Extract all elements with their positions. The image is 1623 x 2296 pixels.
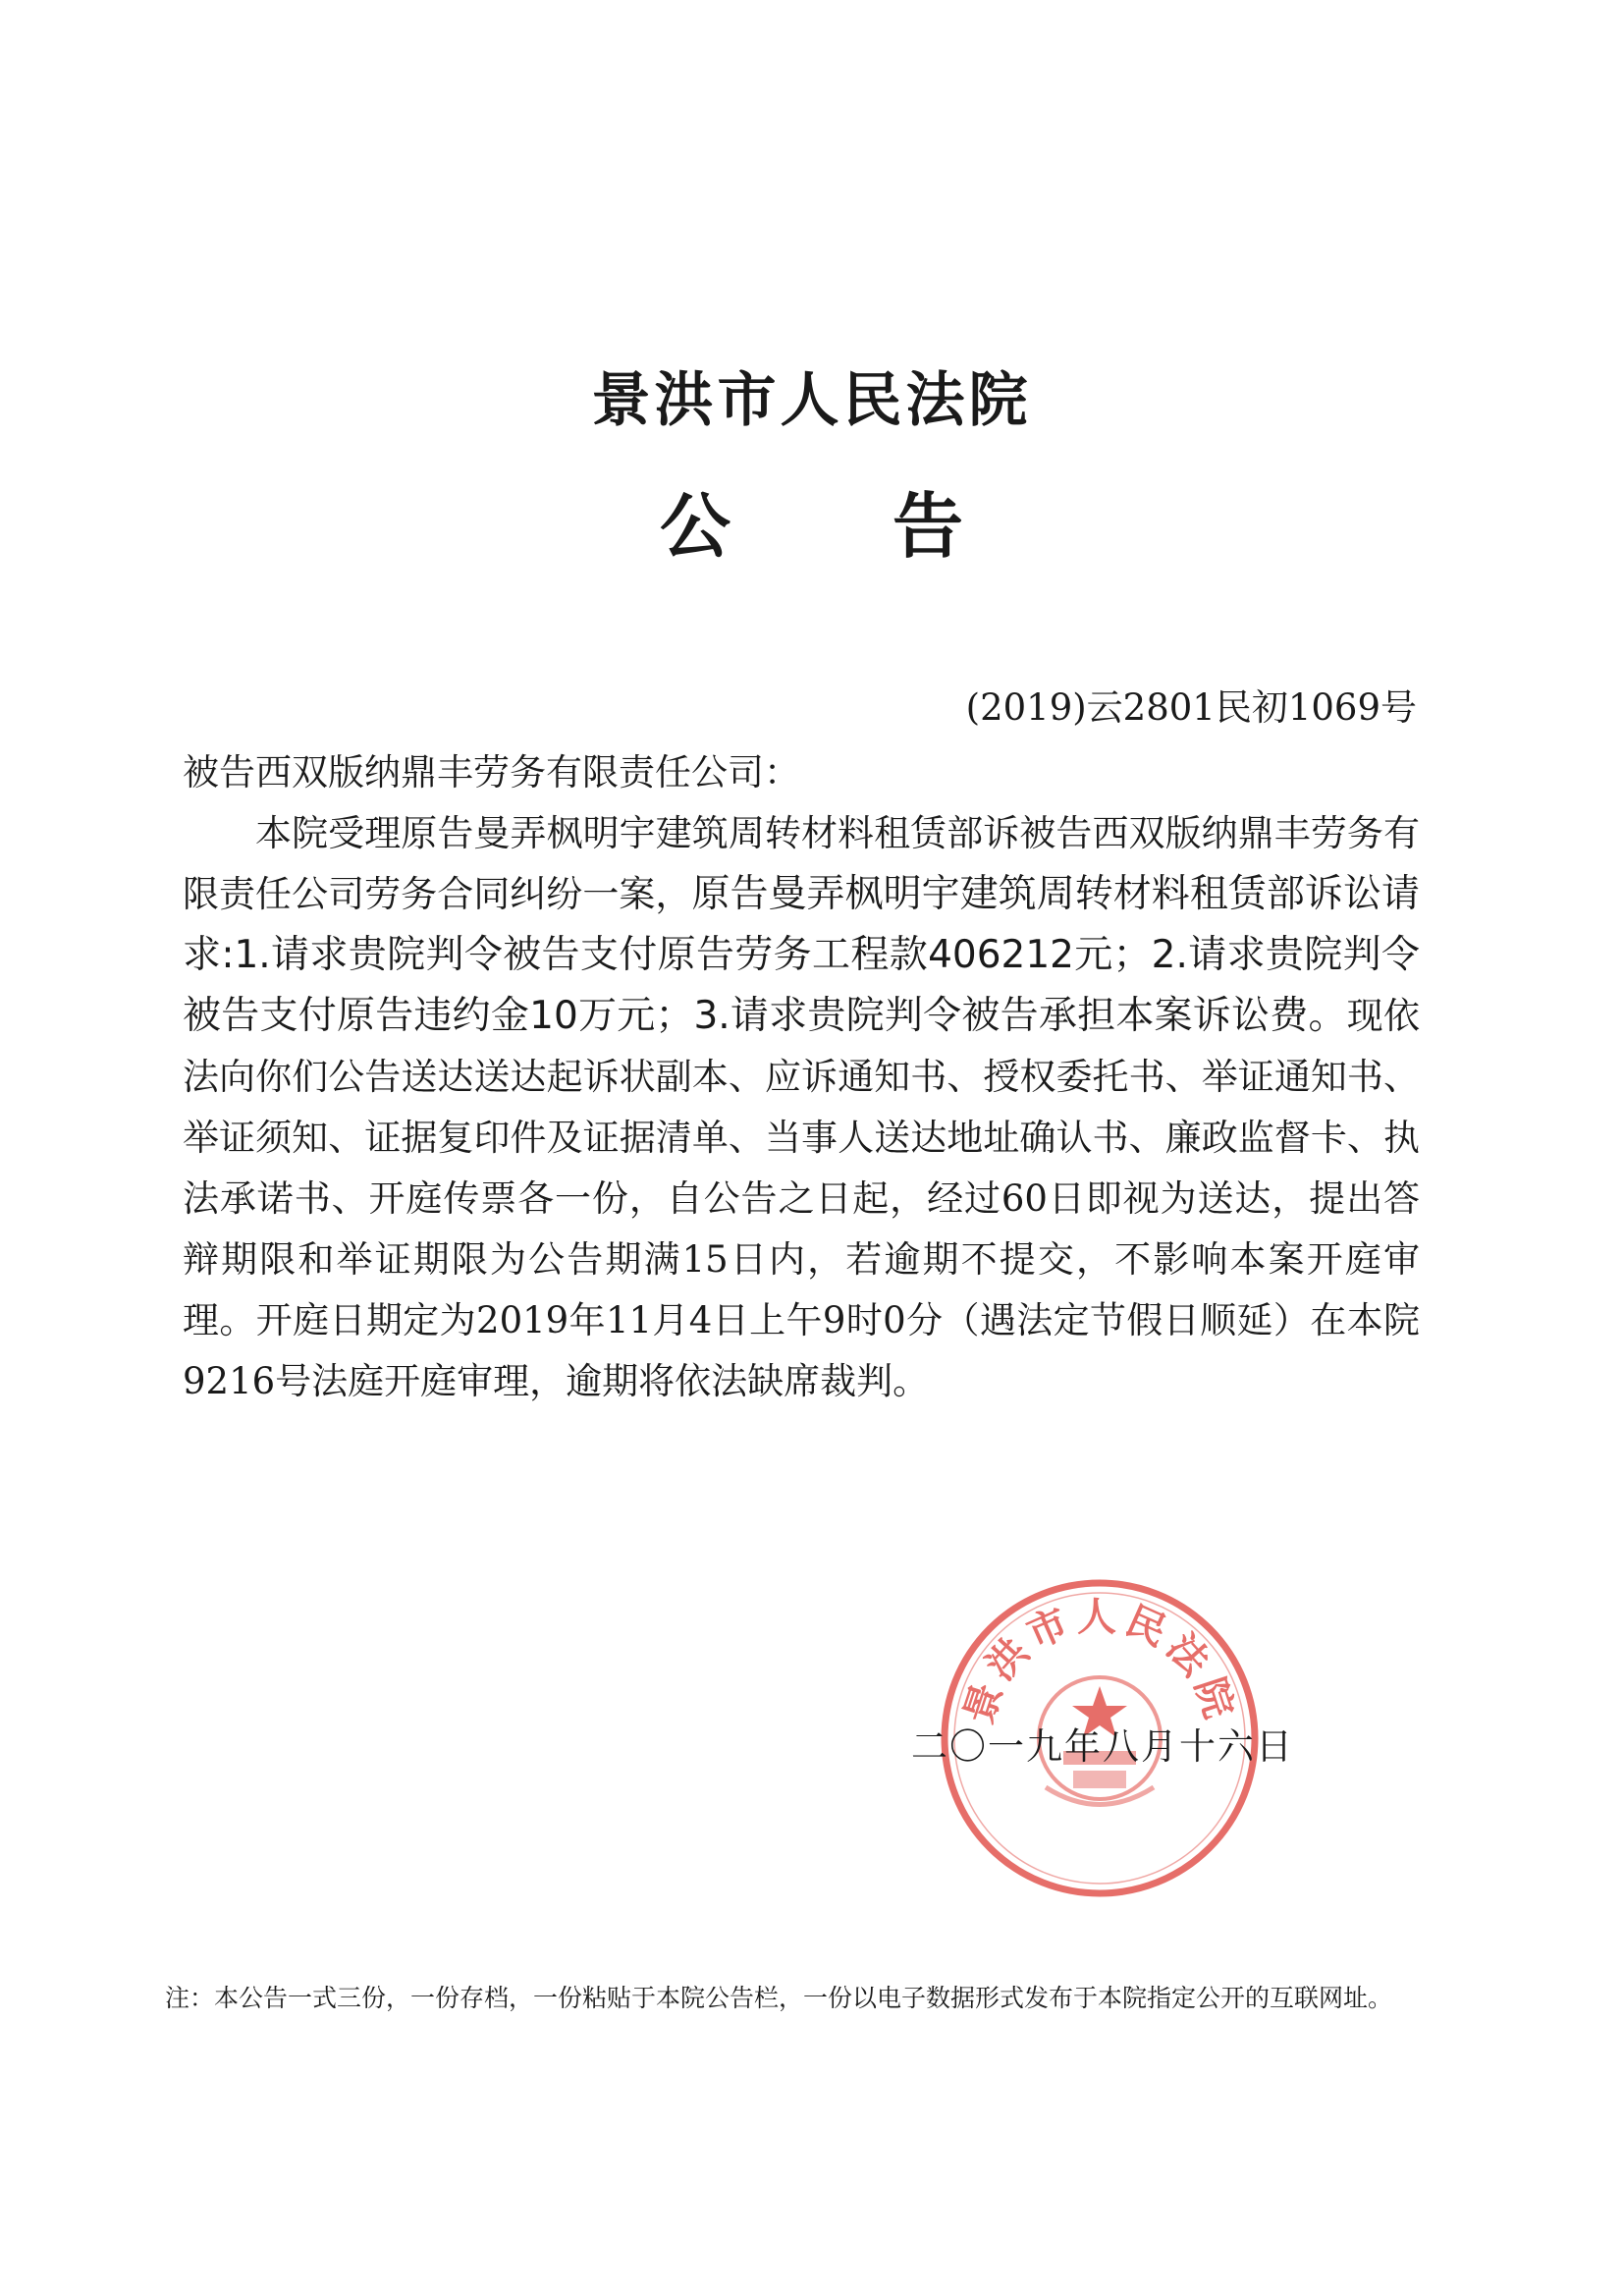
seal-text: 景洪市人民法院	[956, 1595, 1243, 1729]
service-details: 现依法向你们公告送达送达起诉状副本、应诉通知书、授权委托书、举证通知书、举证须知、证据复印件及证据清单、当事人送达地址确认书、廉政监督卡、执法承诺书、开庭传票各一份，自公告之日起，经过60日即视为送达，提出答辩期限和举证期限为公告期满15日内，若逾期不提交，不影响本案开庭审理。开庭日期定为2019年11月4日上午9时0分（遇法定节假日顺延）在本院9216号法庭开庭审理，逾期将依法缺席裁判。	[183, 995, 1421, 1402]
document-title: 公 告	[659, 485, 1033, 568]
case-intro: 本院受理原告曼弄枫明宇建筑周转材料租赁部诉被告西双版纳鼎丰劳务有限责任公司劳务合同纠纷一案，	[183, 812, 1420, 915]
addressee: 被告西双版纳鼎丰劳务有限责任公司：	[183, 751, 800, 793]
issue-date: 二〇一九年八月十六日	[911, 1725, 1294, 1768]
notice-paragraph	[183, 803, 1420, 1412]
notice-body	[183, 742, 1420, 1412]
litigation-claims: 原告曼弄枫明宇建筑周转材料租赁部诉讼请求:1.请求贵院判令被告支付原告劳务工程款406212元；2.请求贵院判令被告支付原告违约金10万元；3.请求贵院判令被告承担本案诉讼费。	[183, 872, 1420, 1038]
footnote: 注：本公告一式三份，一份存档，一份粘贴于本院公告栏，一份以电子数据形式发布于本院指定公开的互联网址。	[165, 1984, 1393, 2012]
court-name: 景洪市人民法院	[591, 366, 1032, 435]
case-number: (2019)云2801民初1069号	[965, 686, 1417, 729]
